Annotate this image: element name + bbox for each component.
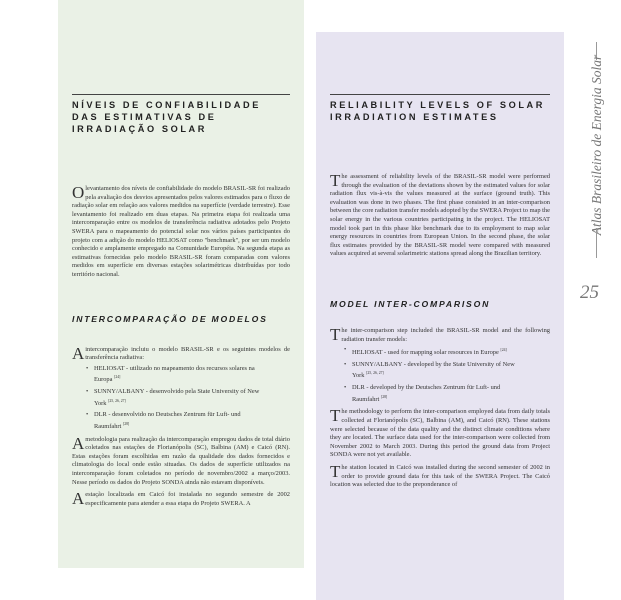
english-column [316,32,564,600]
station-paragraph: The station located in Caicó was installed during the second semester of 2002 in order to provide ground data for this task of the SWERA Project. The Caicó location was selected due to the preponderance of [330,462,550,489]
models-intro-paragraph: The inter-comparison step included the BRASIL-SR model and the following radiation transfer models: [330,324,550,344]
methodology-paragraph: The methodology to perform the inter-comparison employed data from daily totals collected at Florianópolis (SC), Balbina (AM), and Caicó (RN). These stations were selected because of the data quality and the distinct climate conditions where they are located. The surface data used for the inter-comparison were collected from November 2002 to March 2003. During this period the ground data from Project SONDA were not yet available. [330,406,550,459]
list-item: • HELIOSAT - utilizado no mapeamento dos recursos solares na Europa [24] [94,365,290,385]
list-item: • HELIOSAT - used for mapping solar resources in Europe [24] [352,346,550,358]
intro-paragraph: Olevantamento dos níveis de confiabilidade do modelo BRASIL-SR foi realizado pela avaliação dos desvios apresentados pelos valores estimados para o fluxo de radiação solar em relação aos valores medidos na superfície (verdade terrestre). Esse levantamento foi realizado em duas etapas. Na primeira etapa foi realizada uma intercomparação entre os modelos de transferência radiativa adotados pelo Projeto SWERA para o mapeamento do potencial solar nos vários países participantes do projeto com a adição do modelo HELIOSAT como "benchmark", por ser um modelo conhecido e amplamente empregado na Comunidade Européia. Na segunda etapa as estimativas fornecidas pelo modelo BRASIL-SR foram comparadas com valores medidos em superfície em diversas estações solarimétricas distribuídas por todo território nacional. [72,183,290,278]
atlas-title: Atlas Brasileiro de Energia Solar [589,54,604,236]
section-title: NÍVEIS DE CONFIABILIDADE DAS ESTIMATIVAS DE IRRADIAÇÃO SOLAR [72,100,261,134]
list-item: • DLR - desenvolvido no Deutsches Zentrum für Luft- und Raumfahrt [28] [94,411,290,431]
intro-paragraph: The assessment of reliability levels of the BRASIL-SR model were performed through the evaluation of the deviations shown by the estimated values for solar radiation flux vis-à-vis the values measured at the surface (ground truth). This evaluation was done in two phases. The first phase consisted in an inter-comparison between the core radiation transfer models adopted by the SWERA Project to map the solar energy in the various countries participating in the project. The HELIOSAT model took part in this phase like benchmark due to its employment to map solar energy resources in countries from European Union. In the second phase, the solar flux estimates provided by the BRASIL-SR model were compared with measured values acquired at several solarimetric stations spread along the Brazilian territory. [330,171,550,258]
subsection-title: MODEL INTER-COMPARISON [330,298,491,309]
portuguese-column [58,0,304,568]
list-item: • DLR - developed by the Deutsches Zentrum für Luft- und Raumfahrt [28] [352,384,550,404]
methodology-paragraph: Ametodologia para realização da intercomparação empregou dados de total diário coletados nas estações de Florianópolis (SC), Balbina (AM) e Caicó (RN). Estas estações foram escolhidas em razão da qualidade dos dados fornecidos e climatologia do local onde estão situadas. Os dados de superfície utilizados na intercomparação foram coletados no período de novembro/2002 a março/2003. Nesse período os dados do Projeto SONDA ainda não estavam disponíveis. [72,433,290,486]
station-paragraph: Aestação localizada em Caicó foi instalada no segundo semestre de 2002 especificamente para atender a essa etapa do Projeto SWERA. A [72,489,290,509]
list-item: • SUNNY/ALBANY - desenvolvido pela State University of New York [25, 26, 27] [94,388,290,408]
title-rule [72,94,290,95]
models-list [330,346,550,404]
page-number: 25 [580,282,599,303]
title-rule [330,94,550,95]
subsection-title: INTERCOMPARAÇÃO DE MODELOS [72,313,268,324]
side-title-block [578,40,618,270]
side-rule-bottom [596,228,597,258]
models-list [72,365,290,432]
section-title: RELIABILITY LEVELS OF SOLAR IRRADIATION ESTIMATES [330,100,545,122]
list-item: • SUNNY/ALBANY - developed by the State University of New York [25, 26, 27] [352,361,550,381]
models-intro-paragraph: Aintercomparação incluiu o modelo BRASIL-SR e os seguintes modelos de transferência radiativa: [72,343,290,363]
